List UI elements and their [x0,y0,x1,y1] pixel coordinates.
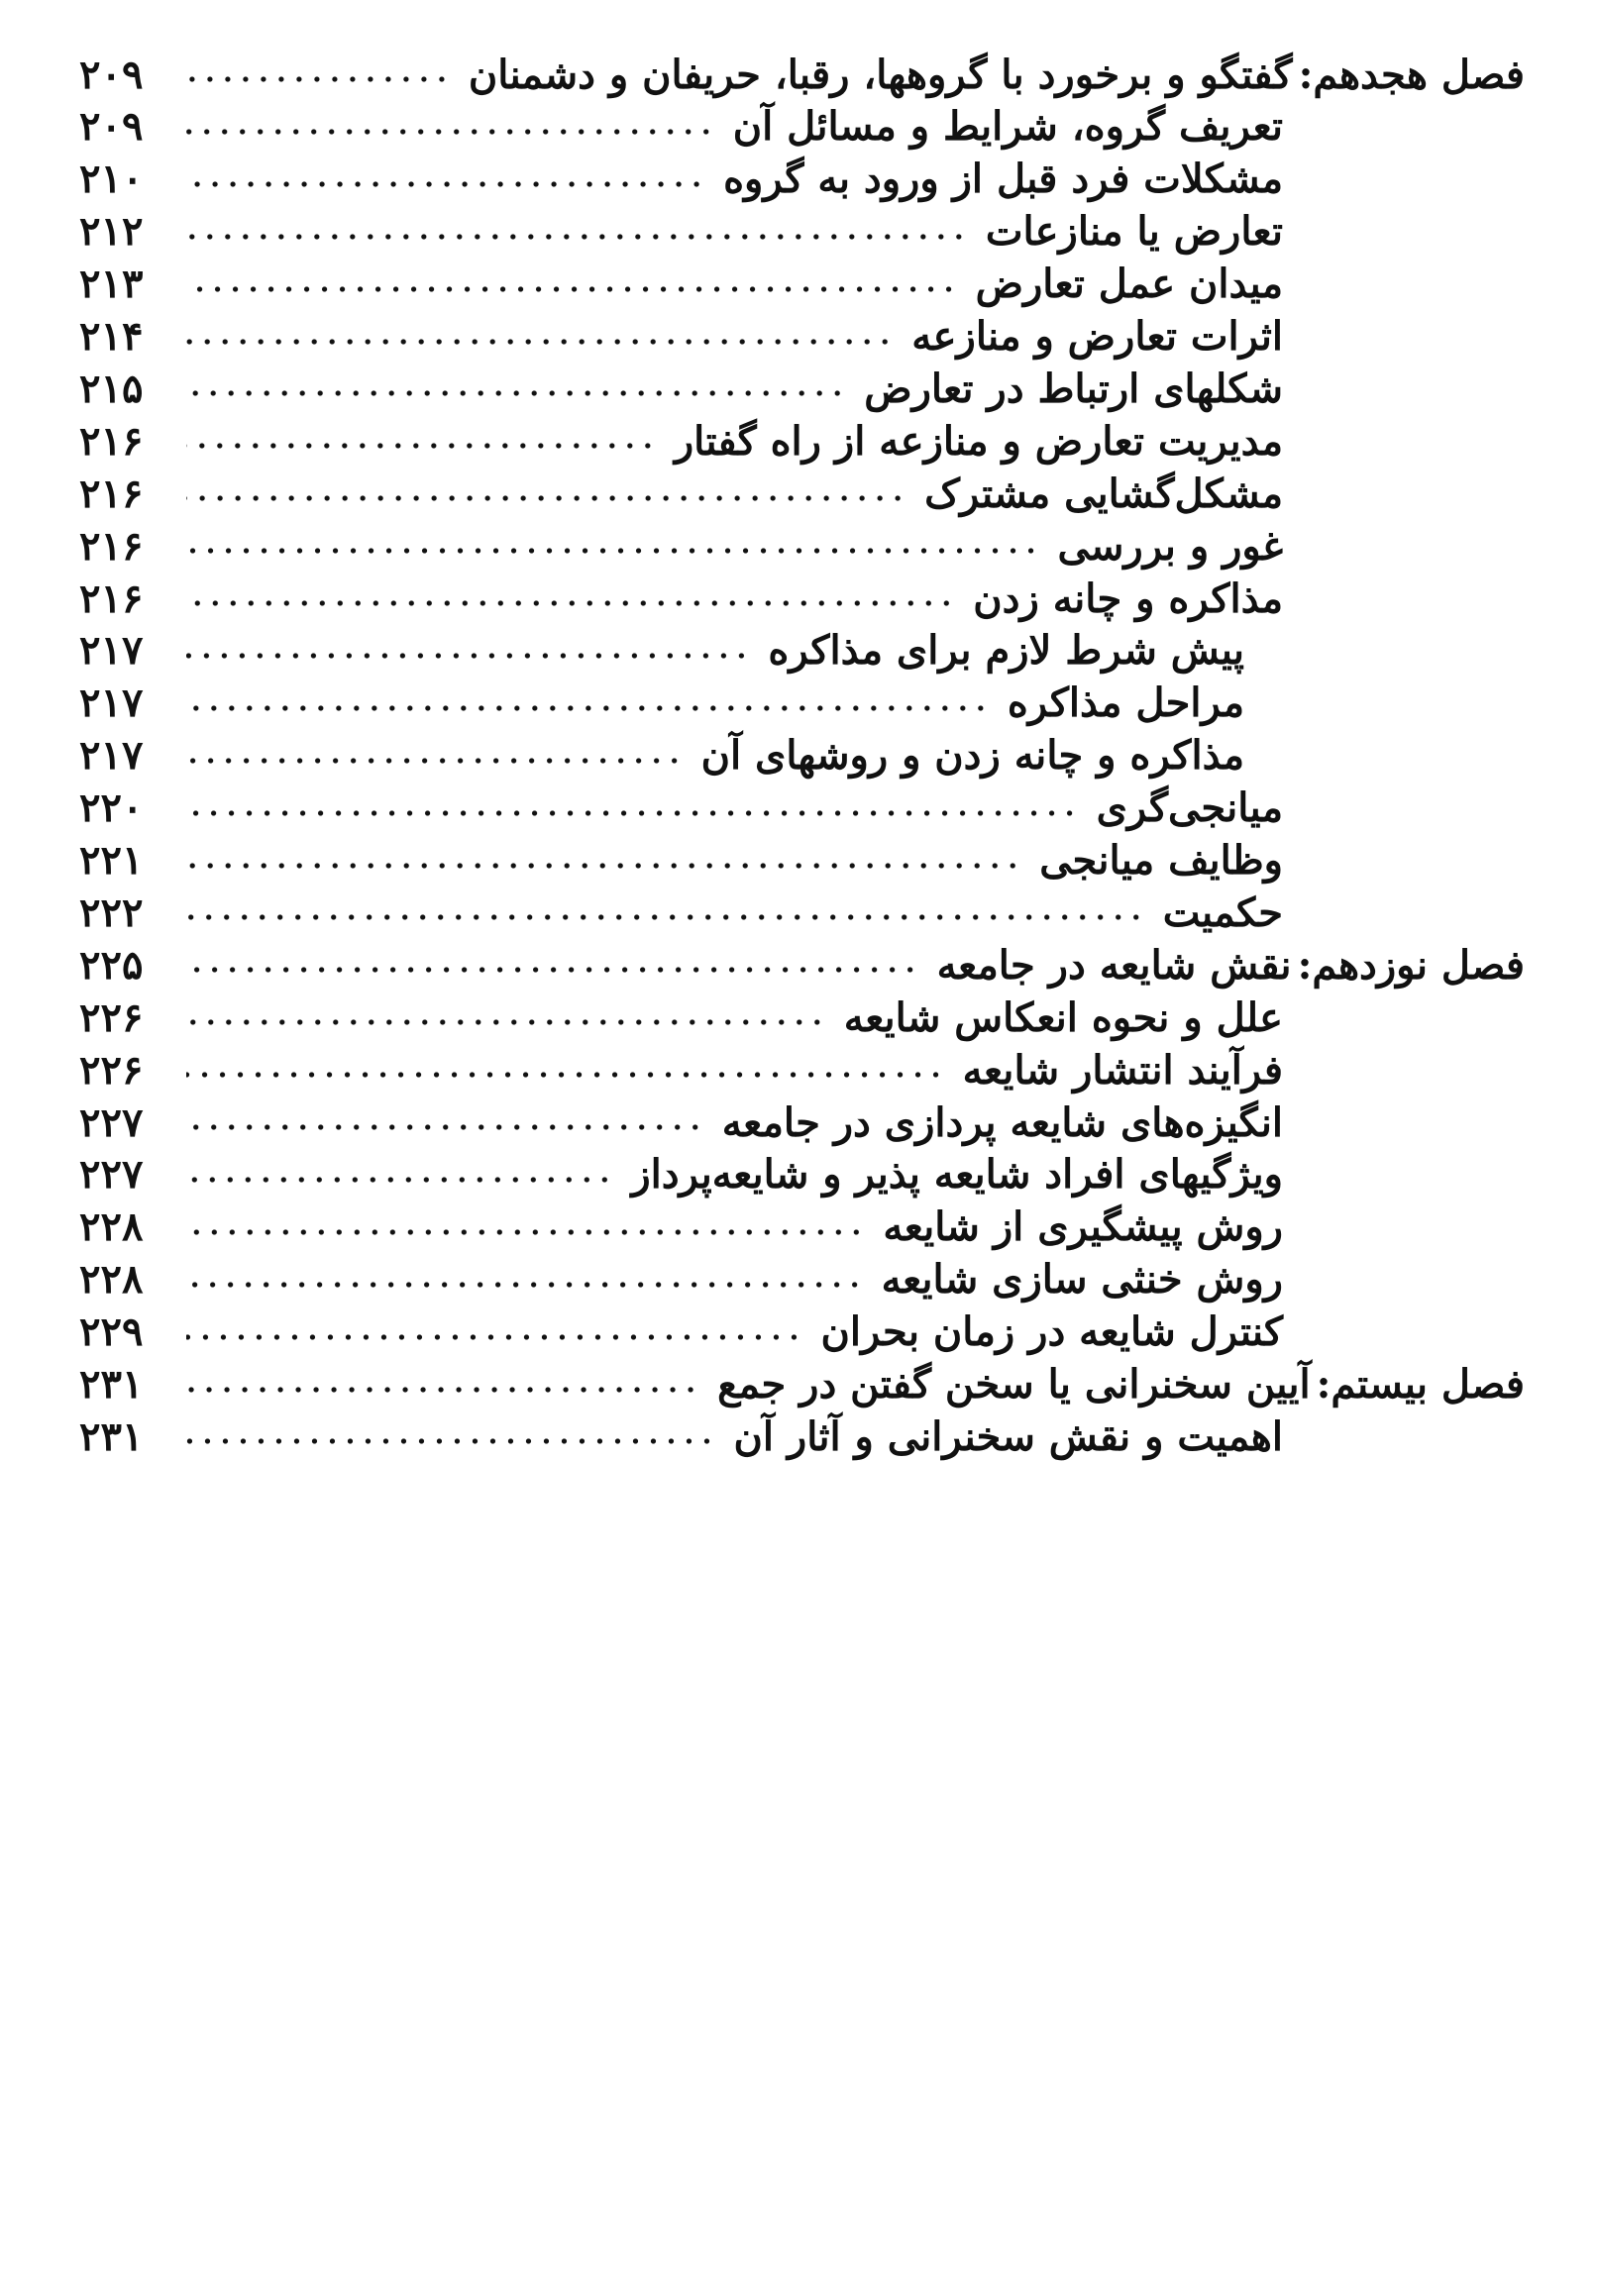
dot-leader [186,1333,802,1341]
page-number: ۲۲۸ [79,1256,144,1304]
page-number: ۲۰۹ [79,51,144,98]
dot-leader [186,389,846,397]
page-number: ۲۲۹ [79,1308,144,1356]
entry-text: علل و نحوه انعکاس شایعه [843,993,1283,1041]
entry-text: اثرات تعارض و منازعه [911,313,1283,360]
entry-text: میانجی‌گری [1096,784,1283,832]
entry-text: نقش شایعه در جامعه [936,941,1292,989]
dot-leader [186,180,705,188]
entry-text: روش پیشگیری از شایعه [883,1203,1283,1251]
toc-entry-title [733,1413,1283,1460]
entry-text: مشکل‌گشایی مشترک [924,470,1283,517]
page-number: ۲۲۶ [79,993,144,1041]
dot-leader [186,233,968,241]
page-number: ۲۱۶ [79,522,144,570]
dot-leader [186,1281,864,1289]
dot-leader [186,599,955,607]
page-number: ۲۲۲ [79,888,144,936]
dot-leader [186,862,1021,870]
dot-leader [186,75,451,83]
chapter-label: فصل بیستم: [1316,1361,1525,1408]
toc-entry [79,1397,1283,1476]
page-number: ۲۲۸ [79,1203,144,1251]
page-number: ۲۱۴ [79,313,144,360]
page-number: ۲۲۵ [79,941,144,989]
dot-leader [186,1437,715,1445]
dot-leader [186,757,684,765]
entry-text: مذاکره و چانه زدن و روشهای آن [700,732,1244,780]
entry-text: انگیزه‌های شایعه پردازی در جامعه [721,1098,1283,1146]
page-number: ۲۱۵ [79,365,144,412]
dot-leader [186,128,715,136]
entry-text: حکمیت [1162,888,1283,936]
entry-text: میدان عمل تعارض [975,261,1283,308]
dot-leader [186,1228,865,1236]
entry-text: غور و بررسی [1057,522,1283,570]
page-number: ۲۱۶ [79,470,144,517]
entry-text: روش خنثی سازی شایعه [881,1256,1283,1304]
entry-text: شکلهای ارتباط در تعارض [864,365,1283,412]
chapter-label: فصل نوزدهم: [1297,941,1525,989]
entry-text: گفتگو و برخورد با گروهها، رقبا، حریفان و دشمنان [468,51,1293,98]
chapter-label: فصل هجدهم: [1298,51,1525,98]
entry-text: مدیریت تعارض و منازعه از راه گفتار [674,417,1283,465]
dot-leader [186,704,990,712]
entry-text: ویژگیهای افراد شایعه پذیر و شایعه‌پرداز [631,1151,1283,1199]
dot-leader [186,913,1145,921]
entry-text: اهمیت و نقش سخنرانی و آثار آن [733,1412,1283,1460]
page-number: ۲۲۱ [79,837,144,884]
entry-text: آیین سخنرانی یا سخن گفتن در جمع [717,1361,1311,1408]
entry-text: تعریف گروه، شرایط و مسائل آن [732,103,1283,151]
page-number: ۲۱۶ [79,417,144,465]
dot-leader [186,809,1079,817]
page-number: ۲۱۷ [79,627,144,675]
dot-leader [186,285,958,293]
entry-text: فرآیند انتشار شایعه [962,1046,1283,1094]
page-number: ۲۱۷ [79,679,144,727]
page-number: ۲۱۰ [79,156,144,203]
dot-leader [186,547,1040,555]
page-number: ۲۳۱ [79,1412,144,1460]
dot-leader [186,1176,613,1184]
dot-leader [186,652,750,660]
page-number: ۲۰۹ [79,103,144,151]
dot-leader [186,1123,704,1131]
dot-leader [186,1018,826,1026]
dot-leader [186,338,894,346]
dot-leader [186,494,906,502]
page-number: ۲۱۲ [79,208,144,256]
dot-leader [186,1386,699,1394]
page-number: ۲۲۶ [79,1046,144,1094]
entry-text: مشکلات فرد قبل از ورود به گروه [723,156,1283,203]
page-number: ۲۱۷ [79,732,144,780]
dot-leader [186,442,657,450]
page-number: ۲۲۰ [79,784,144,832]
dot-leader [186,966,919,974]
dot-leader [186,1071,945,1079]
entry-text: پیش شرط لازم برای مذاکره [768,627,1244,675]
page-number: ۲۱۳ [79,261,144,308]
page-number: ۲۲۷ [79,1098,144,1146]
entry-text: مذاکره و چانه زدن [973,574,1283,622]
entry-text: تعارض یا منازعات [985,208,1283,256]
page-number: ۲۱۶ [79,574,144,622]
entry-text: کنترل شایعه در زمان بحران [820,1308,1283,1356]
page-number: ۲۳۱ [79,1361,144,1408]
page-number: ۲۲۷ [79,1151,144,1199]
entry-text: وظایف میانجی [1039,837,1283,884]
entry-text: مراحل مذاکره [1007,679,1244,727]
